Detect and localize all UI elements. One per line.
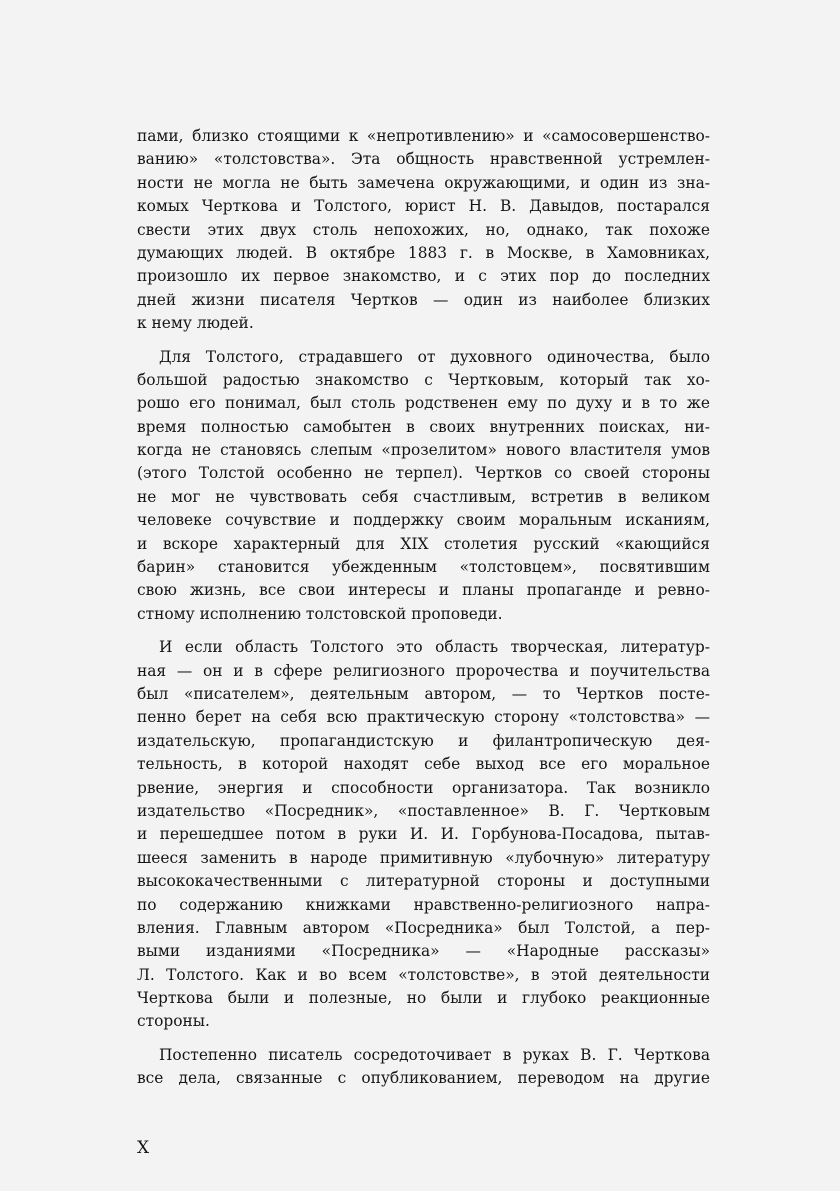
text-line: Для Толстого, страдавшего от духовного одиночества, было xyxy=(159,347,710,366)
text-line: комых Черткова и Толстого, юрист Н. В. Давыдов, постарался xyxy=(137,197,710,216)
paragraph-4 xyxy=(137,1044,710,1091)
text-line: когда не становясь слепым «прозелитом» нового властителя умов xyxy=(137,441,710,460)
text-line: издательство «Посредник», «поставленное» В. Г. Чертковым xyxy=(137,801,710,820)
text-line: И если область Толстого это область творческая, литератур- xyxy=(159,638,710,657)
text-line: Черткова были и полезные, но были и глубоко реакционные xyxy=(137,989,710,1008)
text-line: по содержанию книжками нравственно-религиозного напра- xyxy=(137,895,710,914)
text-line: ванию» «толстовства». Эта общность нравственной устремлен- xyxy=(137,150,710,169)
text-line: свести этих двух столь непохожих, но, однако, так похоже xyxy=(137,220,710,239)
text-line: и вскоре характерный для XIX столетия русский «кающийся xyxy=(137,534,710,553)
text-line: рошо его понимал, был столь родственен ему по духу и в то же xyxy=(137,394,710,413)
text-line: выми изданиями «Посредника» — «Народные рассказы» xyxy=(137,942,710,961)
text-line: ности не могла не быть замечена окружающими, и один из зна- xyxy=(137,173,710,192)
text-line: ная — он и в сфере религиозного пророчества и поучительства xyxy=(137,661,710,680)
paragraph-2 xyxy=(137,346,710,627)
text-line: дней жизни писателя Чертков — один из наиболее близких xyxy=(137,290,710,309)
text-line: рвение, энергия и способности организатора. Так возникло xyxy=(137,778,710,797)
text-line: большой радостью знакомство с Чертковым, который так хо- xyxy=(137,370,710,389)
text-line: барин» становится убежденным «толстовцем», посвятившим xyxy=(137,558,710,577)
text-line: произошло их первое знакомство, и с этих пор до последних xyxy=(137,267,710,286)
text-line: Л. Толстого. Как и во всем «толстовстве», в этой деятельности xyxy=(137,965,710,984)
text-line: вления. Главным автором «Посредника» был Толстой, а пер- xyxy=(137,918,710,937)
text-line: шееся заменить в народе примитивную «лубочную» литературу xyxy=(137,848,710,867)
paragraph-1 xyxy=(137,125,710,336)
body-text xyxy=(137,125,710,1091)
text-line: не мог не чувствовать себя счастливым, встретив в великом xyxy=(137,487,710,506)
paragraph-3 xyxy=(137,636,710,1034)
text-line: высококачественными с литературной стороны и доступными xyxy=(137,872,710,891)
text-line: время полностью самобытен в своих внутренних поисках, ни- xyxy=(137,417,710,436)
text-line: Постепенно писатель сосредоточивает в руках В. Г. Черткова xyxy=(159,1045,710,1064)
text-line: стному исполнению толстовской проповеди. xyxy=(137,604,503,623)
text-line: и перешедшее потом в руки И. И. Горбунова-Посадова, пытав- xyxy=(137,825,710,844)
text-line: думающих людей. В октябре 1883 г. в Москве, в Хамовниках, xyxy=(137,243,710,262)
text-line: пенно берет на себя всю практическую сторону «толстовства» — xyxy=(137,708,710,727)
text-line: был «писателем», деятельным автором, — то Чертков посте- xyxy=(137,684,710,703)
text-line: человеке сочувствие и поддержку своим моральным исканиям, xyxy=(137,511,710,530)
page-number: X xyxy=(137,1138,150,1158)
text-line: пами, близко стоящими к «непротивлению» и «самосовершенство- xyxy=(137,127,710,145)
text-line: (этого Толстой особенно не терпел). Чертков со своей стороны xyxy=(137,464,710,483)
text-line: свою жизнь, все свои интересы и планы пропаганде и ревно- xyxy=(137,581,710,600)
text-line: тельность, в которой находят себе выход все его моральное xyxy=(137,755,710,774)
text-line: издательскую, пропагандистскую и филантропическую дея- xyxy=(137,731,710,750)
text-line: к нему людей. xyxy=(137,314,254,333)
text-line: все дела, связанные с опубликованием, переводом на другие xyxy=(137,1069,710,1088)
text-line: стороны. xyxy=(137,1012,210,1031)
